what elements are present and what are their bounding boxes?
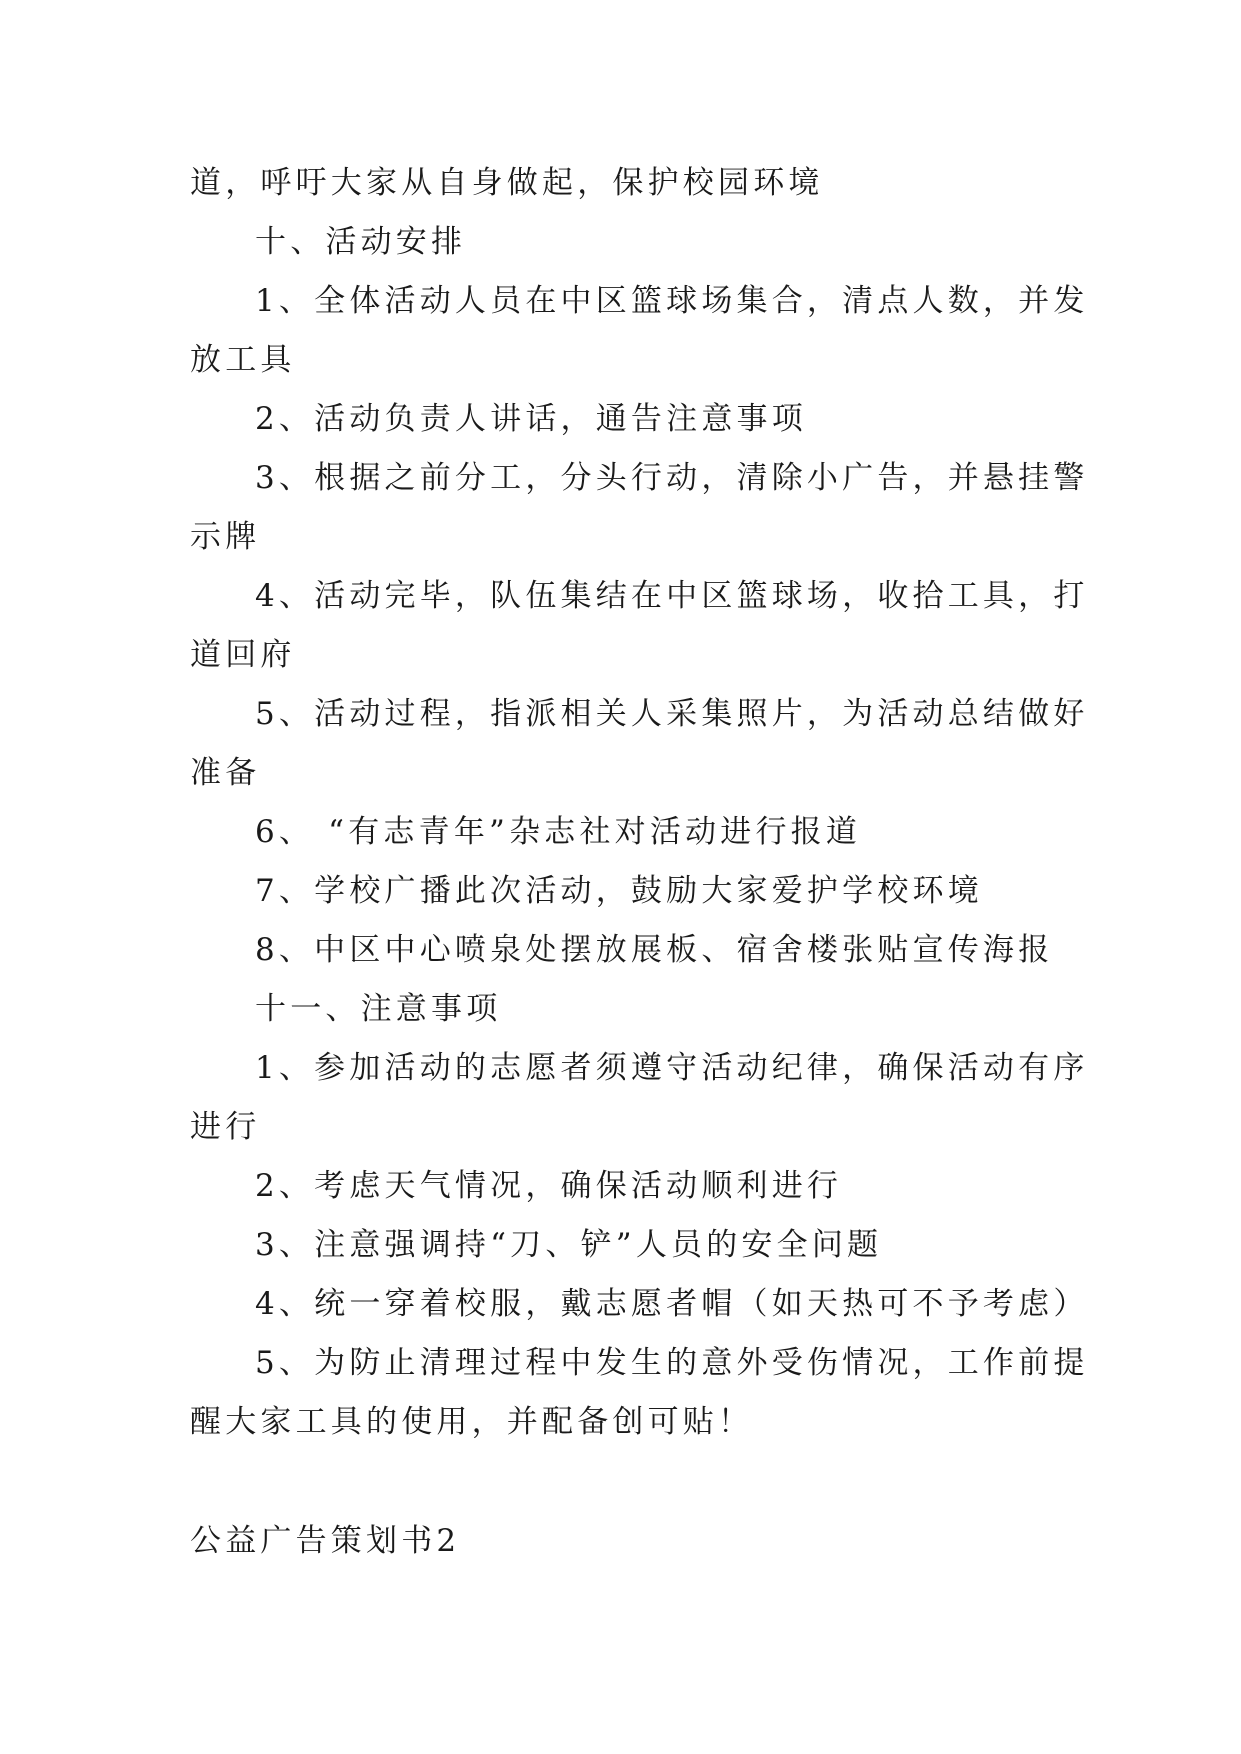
text-line: 放工具 [190, 342, 296, 378]
text-line: 醒大家工具的使用，并配备创可贴！ [190, 1404, 754, 1440]
text-line: 准备 [190, 755, 261, 791]
list-item: 7、学校广播此次活动，鼓励大家爱护学校环境 [255, 873, 983, 909]
list-item: 3、根据之前分工，分头行动，清除小广告，并悬挂警 [255, 460, 1089, 496]
list-item: 2、考虑天气情况，确保活动顺利进行 [255, 1168, 843, 1204]
text-line: 道回府 [190, 637, 296, 673]
section-heading: 十一、注意事项 [255, 991, 502, 1027]
section-heading: 十、活动安排 [255, 224, 467, 260]
list-item: 6、 “有志青年”杂志社对活动进行报道 [255, 814, 862, 850]
text-line: 道，呼吁大家从自身做起，保护校园环境 [190, 165, 824, 201]
text-line: 进行 [190, 1109, 261, 1145]
list-item: 3、注意强调持“刀、铲”人员的安全问题 [255, 1227, 883, 1263]
list-item: 1、参加活动的志愿者须遵守活动纪律，确保活动有序 [255, 1050, 1089, 1086]
document-title: 公益广告策划书2 [190, 1523, 461, 1559]
list-item: 4、活动完毕，队伍集结在中区篮球场，收拾工具，打 [255, 578, 1089, 614]
list-item: 2、活动负责人讲话，通告注意事项 [255, 401, 807, 437]
list-item: 4、统一穿着校服，戴志愿者帽（如天热可不予考虑） [255, 1286, 1089, 1322]
list-item: 1、全体活动人员在中区篮球场集合，清点人数，并发 [255, 283, 1089, 319]
list-item: 5、活动过程，指派相关人采集照片，为活动总结做好 [255, 696, 1089, 732]
list-item: 8、中区中心喷泉处摆放展板、宿舍楼张贴宣传海报 [255, 932, 1054, 968]
text-line: 示牌 [190, 519, 261, 555]
list-item: 5、为防止清理过程中发生的意外受伤情况，工作前提 [255, 1345, 1089, 1381]
